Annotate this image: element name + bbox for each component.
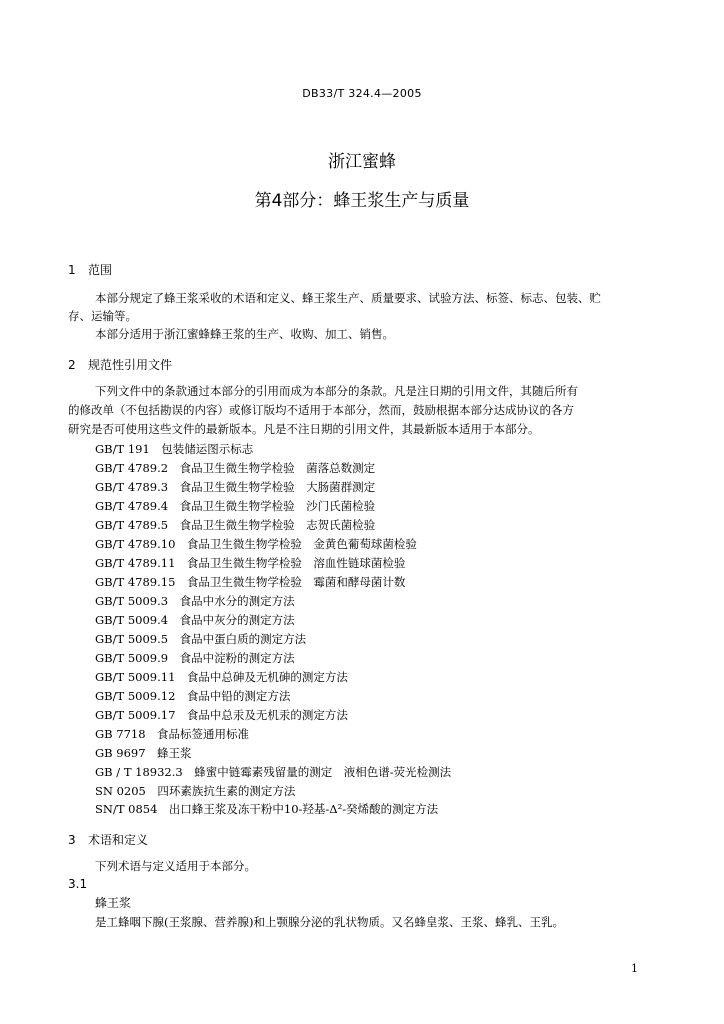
paragraph-line: 下列术语与定义适用于本部分。 bbox=[95, 859, 256, 873]
paragraph-line: 本部分规定了蜂王浆采收的术语和定义、蜂王浆生产、质量要求、试验方法、标签、标志、包装、贮 bbox=[95, 291, 601, 305]
reference-item: GB/T 4789.5 食品卫生微生物学检验 志贺氏菌检验 bbox=[95, 518, 376, 532]
section-2-heading bbox=[68, 356, 172, 373]
reference-item: GB/T 5009.3 食品中水分的测定方法 bbox=[95, 594, 295, 608]
section-number: 3 bbox=[68, 833, 76, 847]
reference-item: GB/T 5009.4 食品中灰分的测定方法 bbox=[95, 613, 295, 627]
section-title: 术语和定义 bbox=[88, 833, 149, 847]
reference-item: GB 7718 食品标签通用标准 bbox=[95, 727, 250, 741]
reference-item: SN 0205 四环素族抗生素的测定方法 bbox=[95, 784, 296, 798]
reference-item: GB/T 5009.11 食品中总砷及无机砷的测定方法 bbox=[95, 670, 348, 684]
paragraph-line: 研究是否可使用这些文件的最新版本。凡是不注日期的引用文件，其最新版本适用于本部分。 bbox=[68, 422, 540, 436]
reference-item: GB/T 191 包装储运图示标志 bbox=[95, 442, 254, 456]
reference-item: GB/T 4789.15 食品卫生微生物学检验 霉菌和酵母菌计数 bbox=[95, 575, 406, 589]
paragraph-line: 本部分适用于浙江蜜蜂蜂王浆的生产、收购、加工、销售。 bbox=[95, 327, 394, 341]
reference-item: GB/T 4789.10 食品卫生微生物学检验 金黄色葡萄球菌检验 bbox=[95, 537, 417, 551]
document-title: 浙江蜜蜂 bbox=[328, 152, 396, 172]
reference-item: GB/T 4789.2 食品卫生微生物学检验 菌落总数测定 bbox=[95, 461, 376, 475]
page-number: 1 bbox=[631, 962, 638, 975]
section-number: 2 bbox=[68, 358, 76, 372]
reference-item: GB/T 4789.11 食品卫生微生物学检验 溶血性链球菌检验 bbox=[95, 556, 406, 570]
term-definition: 是工蜂咽下腺(王浆腺、营养腺)和上颚腺分泌的乳状物质。又名蜂皇浆、王浆、蜂乳、王乳。 bbox=[95, 915, 564, 929]
reference-item: GB/T 5009.12 食品中铅的测定方法 bbox=[95, 689, 291, 703]
document-subtitle: 第4部分：蜂王浆生产与质量 bbox=[254, 191, 470, 211]
term-number: 3.1 bbox=[68, 877, 88, 891]
section-title: 范围 bbox=[88, 263, 113, 277]
reference-item: GB / T 18932.3 蜂蜜中链霉素残留量的测定 液相色谱-荧光检测法 bbox=[95, 765, 452, 779]
reference-item: SN/T 0854 出口蜂王浆及冻干粉中10-羟基-Δ²-癸烯酸的测定方法 bbox=[95, 802, 439, 816]
paragraph-line: 下列文件中的条款通过本部分的引用而成为本部分的条款。凡是注日期的引用文件，其随后所有 bbox=[95, 384, 578, 398]
standard-code: DB33/T 324.4—2005 bbox=[302, 87, 422, 100]
reference-item: GB/T 4789.4 食品卫生微生物学检验 沙门氏菌检验 bbox=[95, 499, 376, 513]
reference-item: GB/T 4789.3 食品卫生微生物学检验 大肠菌群测定 bbox=[95, 480, 376, 494]
paragraph-line: 的修改单（不包括勘误的内容）或修订版均不适用于本部分，然而，鼓励根据本部分达成协议的各方 bbox=[68, 403, 574, 417]
reference-item: GB/T 5009.5 食品中蛋白质的测定方法 bbox=[95, 632, 307, 646]
term-name: 蜂王浆 bbox=[95, 896, 132, 910]
section-number: 1 bbox=[68, 263, 76, 277]
reference-item: GB/T 5009.9 食品中淀粉的测定方法 bbox=[95, 651, 295, 665]
reference-item: GB 9697 蜂王浆 bbox=[95, 746, 192, 760]
section-3-heading bbox=[68, 831, 148, 848]
section-title: 规范性引用文件 bbox=[88, 358, 173, 372]
reference-item: GB/T 5009.17 食品中总汞及无机汞的测定方法 bbox=[95, 708, 348, 722]
section-1-heading bbox=[68, 261, 112, 278]
paragraph-line: 存、运输等。 bbox=[68, 309, 137, 323]
